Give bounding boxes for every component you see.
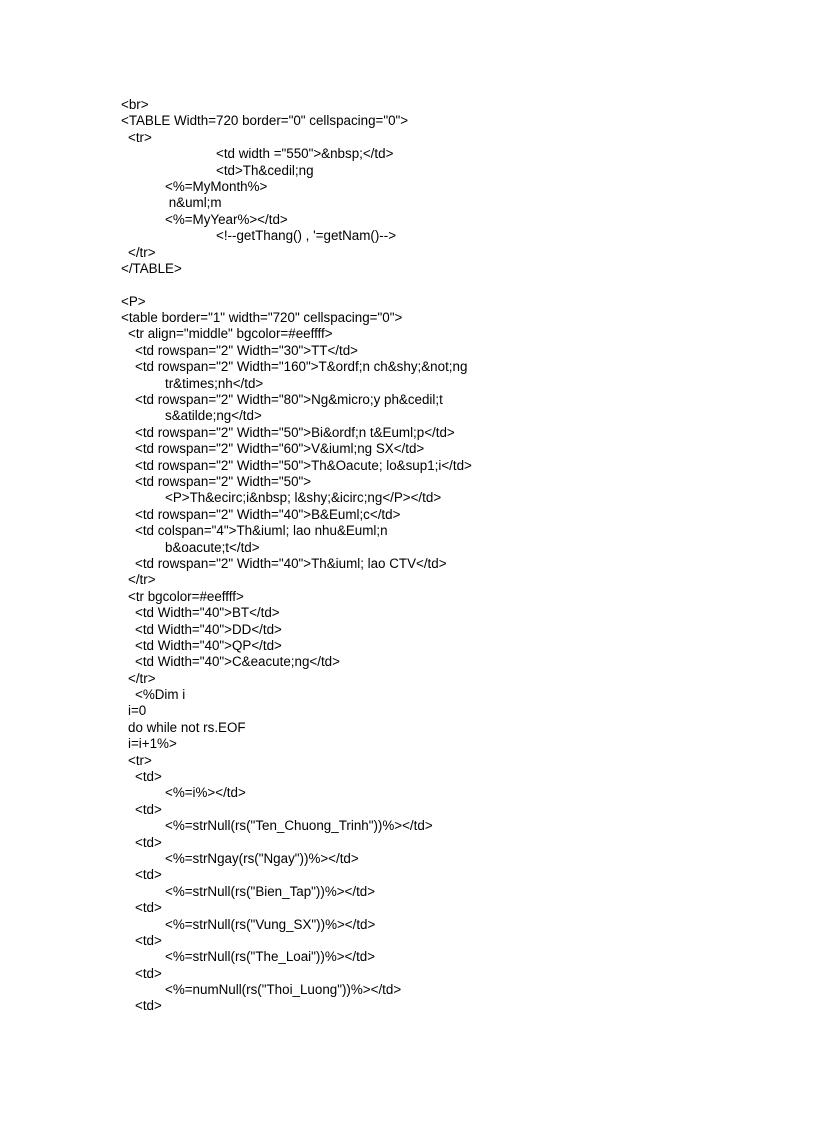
code-line: <%=strNull(rs("Vung_SX"))%></td> xyxy=(165,916,376,932)
code-line: <td Width="40">QP</td> xyxy=(135,637,282,653)
code-line: <!--getThang() , '=getNam()--> xyxy=(216,228,397,244)
code-line: s&atilde;ng</td> xyxy=(165,408,262,424)
code-line: <td rowspan="2" Width="80">Ng&micro;y ph&cedil;t xyxy=(135,392,443,408)
code-line: <td> xyxy=(135,801,162,817)
code-line: <td rowspan="2" Width="40">Th&iuml; lao CTV</td> xyxy=(135,555,447,571)
code-line: <%=strNull(rs("The_Loai"))%></td> xyxy=(165,949,376,965)
code-line: <td> xyxy=(135,769,162,785)
code-line: <%=strNull(rs("Bien_Tap"))%></td> xyxy=(165,883,376,899)
code-line: <td colspan="4">Th&iuml; lao nhu&Euml;n xyxy=(135,523,388,539)
code-line: <td> xyxy=(135,834,162,850)
code-line: <%=MyMonth%> xyxy=(165,178,268,194)
code-line: <table border="1" width="720" cellspacing="0"> xyxy=(121,310,403,326)
code-line: <td> xyxy=(135,900,162,916)
code-line: <td rowspan="2" Width="160">T&ordf;n ch&shy;&not;ng xyxy=(135,359,468,375)
code-line: <td rowspan="2" Width="30">TT</td> xyxy=(135,342,358,358)
code-line: <%=strNull(rs("Ten_Chuong_Trinh"))%></td> xyxy=(165,818,433,834)
code-line: b&oacute;t</td> xyxy=(165,539,260,555)
code-line: <%=i%></td> xyxy=(165,785,246,801)
code-line: <td>Th&cedil;ng xyxy=(216,162,314,178)
code-line: <td Width="40">C&eacute;ng</td> xyxy=(135,654,340,670)
code-line: <%=MyYear%></td> xyxy=(165,211,288,227)
code-line xyxy=(0,277,816,293)
code-line: <TABLE Width=720 border="0" cellspacing="0"> xyxy=(121,113,409,129)
code-line: <td rowspan="2" Width="40">B&Euml;c</td> xyxy=(135,506,401,522)
code-line: <tr> xyxy=(128,129,152,145)
code-line: <tr align="middle" bgcolor=#eeffff> xyxy=(128,326,333,342)
code-line: <td> xyxy=(135,998,162,1014)
code-line: <tr bgcolor=#eeffff> xyxy=(128,588,244,604)
code-line: <P> xyxy=(121,293,146,309)
code-line: <td rowspan="2" Width="50"> xyxy=(135,473,312,489)
code-line: <tr> xyxy=(128,752,152,768)
code-listing xyxy=(0,97,816,1015)
code-line: <td> xyxy=(135,867,162,883)
code-line: <td width ="550">&nbsp;</td> xyxy=(216,146,394,162)
code-line: n&uml;m xyxy=(165,195,222,211)
code-line: <%=strNgay(rs("Ngay"))%></td> xyxy=(165,850,359,866)
code-line: </tr> xyxy=(128,670,156,686)
code-line: <td Width="40">BT</td> xyxy=(135,605,280,621)
code-line: do while not rs.EOF xyxy=(128,719,246,735)
code-line: <td rowspan="2" Width="50">Th&Oacute; lo&sup1;i</td> xyxy=(135,457,472,473)
code-line: <%Dim i xyxy=(135,687,186,703)
code-line: <td Width="40">DD</td> xyxy=(135,621,282,637)
code-line: <td> xyxy=(135,965,162,981)
code-line: <br> xyxy=(121,97,149,112)
code-line: <td> xyxy=(135,932,162,948)
code-line: tr&times;nh</td> xyxy=(165,375,264,391)
code-line: <td rowspan="2" Width="50">Bi&ordf;n t&Euml;p</td> xyxy=(135,424,455,440)
code-line: <%=numNull(rs("Thoi_Luong"))%></td> xyxy=(165,982,402,998)
code-line: i=i+1%> xyxy=(128,736,177,752)
code-line: <td rowspan="2" Width="60">V&iuml;ng SX</td> xyxy=(135,441,425,457)
code-line: <P>Th&ecirc;i&nbsp; l&shy;&icirc;ng</P></td> xyxy=(165,490,442,506)
code-line: </tr> xyxy=(128,572,156,588)
code-line: </TABLE> xyxy=(121,260,182,276)
code-line: </tr> xyxy=(128,244,156,260)
code-line: i=0 xyxy=(128,703,147,719)
